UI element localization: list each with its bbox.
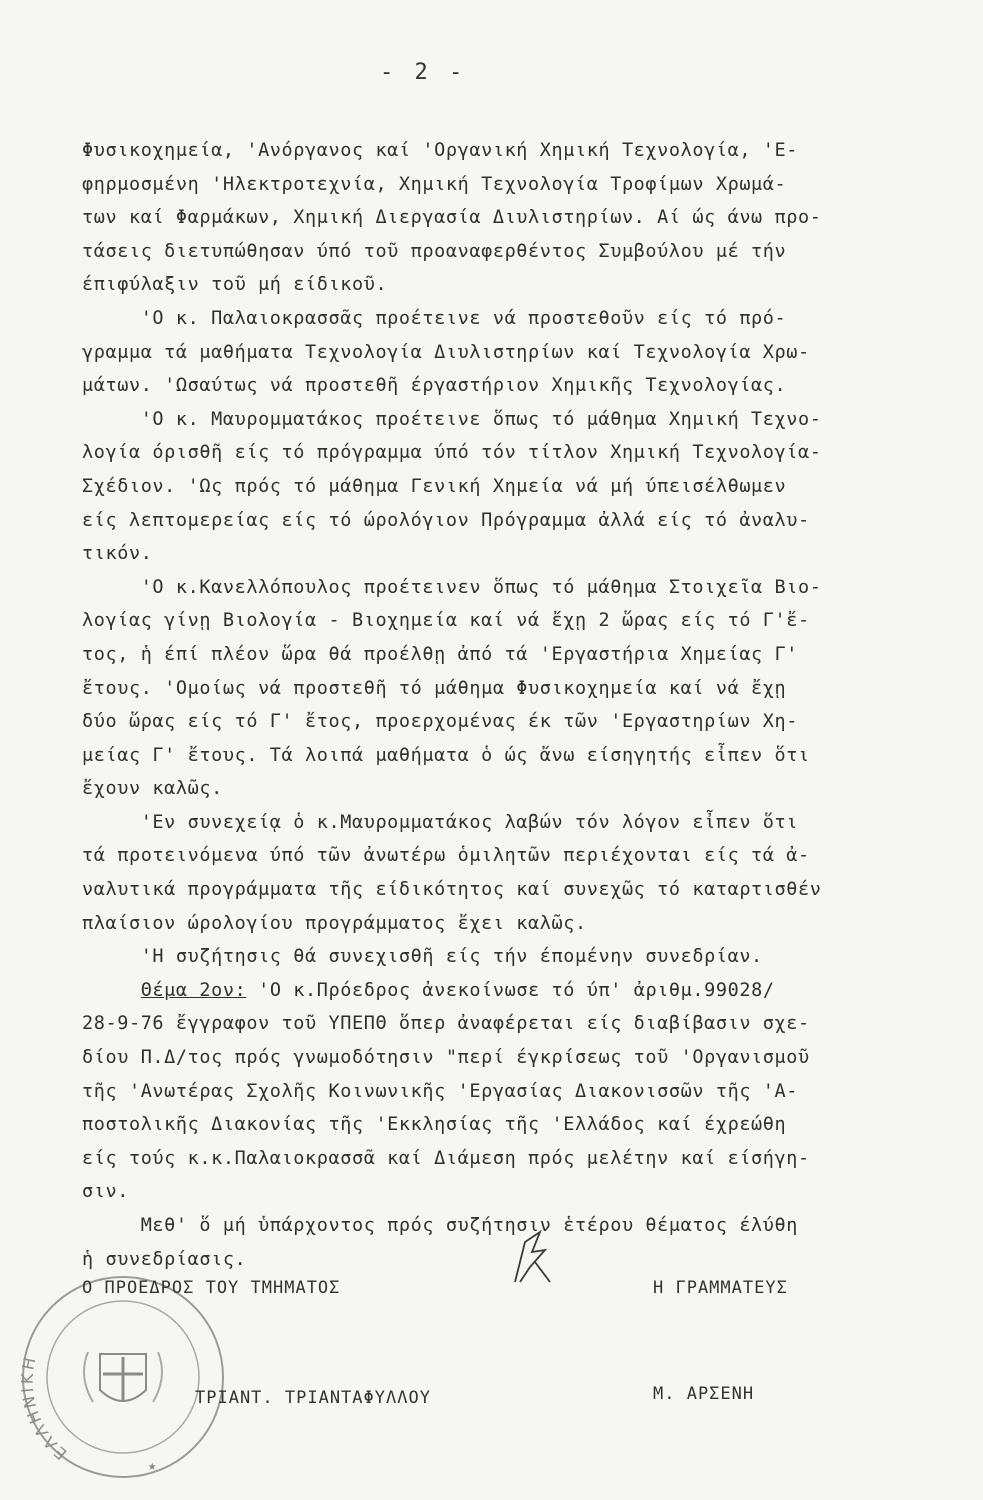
text-line: φηρμοσμένη 'Ηλεκτροτεχνία, Χημική Τεχνολογία Τροφίμων Χρωμά-: [82, 173, 787, 195]
text-line: δύο ὥρας είς τό Γ' ἔτος, προερχομένας έκ τῶν 'Εργαστηρίων Χη-: [82, 711, 799, 733]
text-line: 'Εν συνεχείᾳ ὁ κ.Μαυρομματάκος λαβών τόν λόγον εἶπεν ὅτι: [82, 811, 799, 833]
text-line: δίου Π.Δ/τος πρός γνωμοδότησιν "περί έγκρίσεως τοῦ 'Οργανισμοῦ: [82, 1047, 810, 1069]
president-name: ΤΡΙΑΝΤ. ΤΡΙΑΝΤΑΦΥΛΛΟΥ: [195, 1388, 431, 1408]
secretary-name: Μ. ΑΡΣΕΝΗ: [653, 1384, 755, 1404]
text-line: έπιφύλαξιν τοῦ μή είδικοῦ.: [82, 274, 388, 296]
page-number: - 2 -: [380, 60, 467, 85]
text-line: Σχέδιον. 'Ως πρός τό μάθημα Γενική Χημεία νά μή ύπεισέλθωμεν: [82, 475, 787, 497]
text-line: μείας Γ' ἔτους. Τά λοιπά μαθήματα ὁ ώς ἄνω είσηγητής εἶπεν ὅτι: [82, 744, 810, 766]
text-line: είς λεπτομερείας είς τό ώρολόγιον Πρόγραμμα ἀλλά είς τό ἀναλυ-: [82, 509, 810, 531]
minutes-body: [82, 134, 942, 1276]
text-line: ἡ συνεδρίασις.: [82, 1248, 247, 1270]
president-title: Ο ΠΡΟΕΔΡΟΣ ΤΟΥ ΤΜΗΜΑΤΟΣ: [82, 1278, 341, 1298]
text-line: Θέμα 2ον: 'Ο κ.Πρόεδρος ἀνεκοίνωσε τό ύπ' ἀριθμ.99028/: [140, 979, 775, 1001]
text-line: τά προτεινόμενα ύπό τῶν ἀνωτέρω ὁμιλητῶν περιέχονται είς τά ἀ-: [82, 845, 810, 867]
text-line: σιν.: [82, 1181, 129, 1203]
secretary-title: Η ΓΡΑΜΜΑΤΕΥΣ: [653, 1278, 788, 1298]
text-line: τικόν.: [82, 543, 153, 565]
text-line: γραμμα τά μαθήματα Τεχνολογία Διυλιστηρίων καί Τεχνολογία Χρω-: [82, 341, 810, 363]
handwritten-signature: [500, 1222, 560, 1292]
text-line: ναλυτικά προγράμματα τῆς είδικότητος καί συνεχῶς τό καταρτισθέν: [82, 879, 822, 901]
subject-label: Θέμα 2ον:: [140, 979, 247, 1001]
seal-text: ΕΛΛΗΝΙΚΗ: [17, 1352, 71, 1464]
svg-text:★: ★: [148, 1458, 157, 1474]
text-line: 'Ο κ. Μαυρομματάκος προέτεινε ὅπως τό μάθημα Χημική Τεχνο-: [82, 408, 822, 430]
text-line: τῆς 'Ανωτέρας Σχολῆς Κοινωνικῆς 'Εργασίας Διακονισσῶν τῆς 'Α-: [82, 1080, 799, 1102]
text-line: 'Η συζήτησις θά συνεχισθῆ είς τήν έπομένην συνεδρίαν.: [82, 946, 763, 968]
text-line: ποστολικῆς Διακονίας τῆς 'Εκκλησίας τῆς 'Ελλάδος καί έχρεώθη: [82, 1114, 787, 1136]
text-line: των καί Φαρμάκων, Χημική Διεργασία Διυλιστηρίων. Αί ώς άνω προ-: [82, 207, 822, 229]
text-line: 'Ο κ.Κανελλόπουλος προέτεινεν ὅπως τό μάθημα Στοιχεῖα Βιο-: [82, 576, 822, 598]
text-line: λογία όρισθῆ είς τό πρόγραμμα ύπό τόν τίτλον Χημική Τεχνολογία-: [82, 442, 822, 464]
text-line: τος, ἡ έπί πλέον ὥρα θά προέλθῃ ἀπό τά 'Εργαστήρια Χημείας Γ': [82, 643, 799, 665]
text-line: Μεθ' ὅ μή ὑπάρχοντος πρός συζήτησιν ἑτέρου θέματος έλύθη: [82, 1215, 799, 1236]
text-line: Φυσικοχημεία, 'Ανόργανος καί 'Οργανική Χημική Τεχνολογία, 'Ε-: [82, 140, 799, 161]
text-line: τάσεις διετυπώθησαν ύπό τοῦ προαναφερθέντος Συμβούλου μέ τήν: [82, 240, 787, 262]
text-line: μάτων. 'Ωσαύτως νά προστεθῆ έργαστήριον Χημικῆς Τεχνολογίας.: [82, 375, 787, 397]
text-line: πλαίσιον ώρολογίου προγράμματος ἔχει καλῶς.: [82, 912, 587, 934]
text-line: 28-9-76 ἔγγραφον τοῦ ΥΠΕΠΘ ὅπερ ἀναφέρεται είς διαβίβασιν σχε-: [82, 1013, 810, 1035]
text-line: ἔτους. 'Ομοίως νά προστεθῆ τό μάθημα Φυσικοχημεία καί νά ἔχῃ: [82, 677, 787, 699]
text-line: ἔχουν καλῶς.: [82, 778, 223, 800]
coat-of-arms-icon: [84, 1352, 162, 1402]
text-line: 'Ο κ. Παλαιοκρασσᾶς προέτεινε νά προστεθοῦν είς τό πρό-: [82, 307, 787, 329]
text-line: είς τούς κ.κ.Παλαιοκρασσᾶ καί Διάμεση πρός μελέτην καί είσήγη-: [82, 1147, 810, 1169]
text-line: λογίας γίνῃ Βιολογία - Βιοχημεία καί νά ἔχῃ 2 ὥρας είς τό Γ'ἔ-: [82, 610, 810, 632]
svg-text:ΕΛΛΗΝΙΚΗ: [18, 1353, 71, 1464]
